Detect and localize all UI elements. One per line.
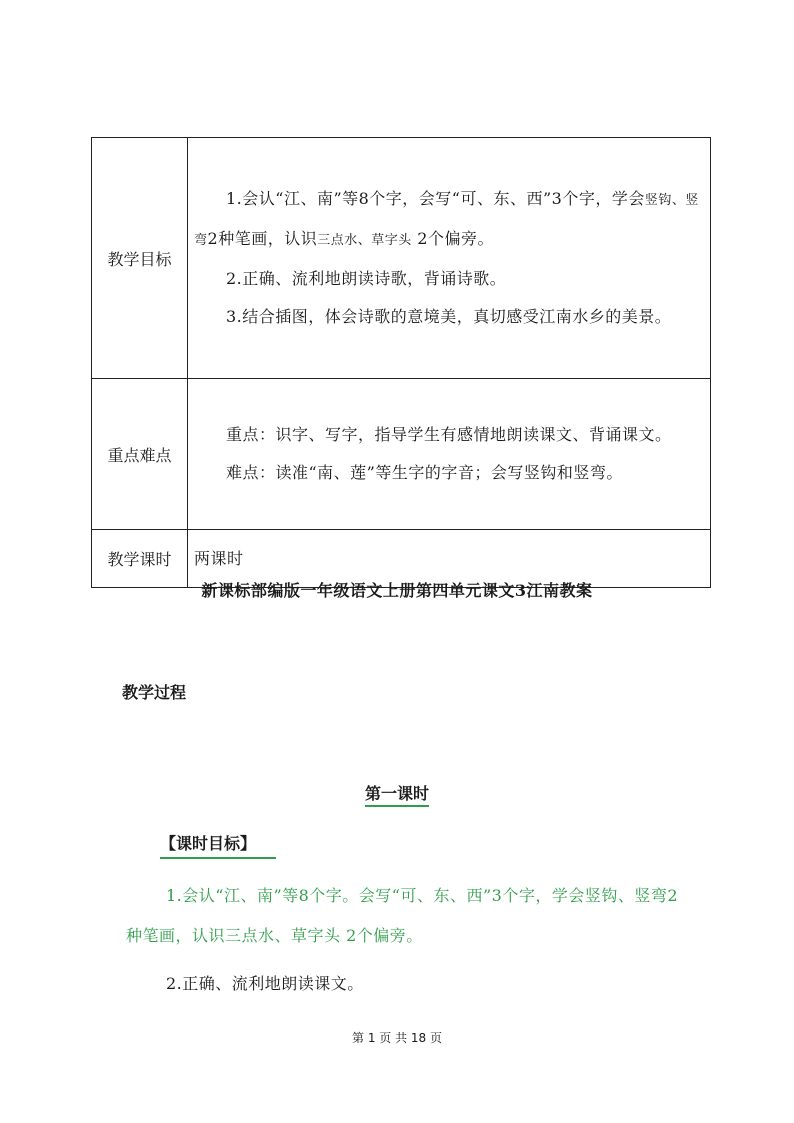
document-title: 新课标部编版一年级语文上册第四单元课文3江南教案 bbox=[201, 581, 593, 600]
lesson-heading bbox=[0, 781, 794, 804]
lesson-goal-2: 2.正确、流利地朗读课文。 bbox=[166, 974, 364, 993]
goal-item-1-strokes: 竖钩、竖弯 bbox=[194, 193, 699, 248]
focus-label: 重点难点 bbox=[92, 379, 188, 530]
goal-item-3: 3.结合插图，体会诗歌的意境美，真切感受江南水乡的美景。 bbox=[226, 307, 672, 326]
focus-content bbox=[188, 379, 711, 530]
lesson-plan-table bbox=[91, 137, 711, 588]
table-row-goals bbox=[92, 138, 711, 379]
goal-item-1-text-b: 2种笔画，认识 bbox=[207, 229, 318, 248]
goals-label: 教学目标 bbox=[92, 138, 188, 379]
goal-item-1-text-c: 2个偏旁。 bbox=[411, 229, 494, 248]
goals-content bbox=[188, 138, 711, 379]
page-footer: 第 1 页 共 18 页 bbox=[352, 1031, 442, 1045]
focus-key: 重点：识字、写字，指导学生有感情地朗读课文、背诵课文。 bbox=[226, 425, 672, 444]
goal-item-1 bbox=[194, 180, 704, 260]
focus-difficulty: 难点：读准“南、莲”等生字的字音；会写竖钩和竖弯。 bbox=[226, 463, 623, 482]
goal-item-2: 2.正确、流利地朗读诗歌，背诵诗歌。 bbox=[226, 269, 507, 288]
process-label: 教学过程 bbox=[122, 683, 187, 702]
goal-item-1-text-a: 1.会认“江、南”等8个字，会写“可、东、西”3个字，学会 bbox=[226, 189, 645, 208]
lesson-heading-text: 第一课时 bbox=[365, 784, 429, 807]
table-row-focus bbox=[92, 379, 711, 530]
hours-value: 两课时 bbox=[194, 548, 244, 568]
goal-heading: 【课时目标】 bbox=[160, 831, 276, 859]
goal-item-1-radicals: 三点水、草字头 bbox=[317, 233, 412, 248]
lesson-goal-1: 1.会认“江、南”等8个字。会写“可、东、西”3个字，学会竖钩、竖弯2种笔画，认识三点水、草字头 2个偏旁。 bbox=[126, 886, 679, 945]
hours-label: 教学课时 bbox=[92, 530, 188, 588]
